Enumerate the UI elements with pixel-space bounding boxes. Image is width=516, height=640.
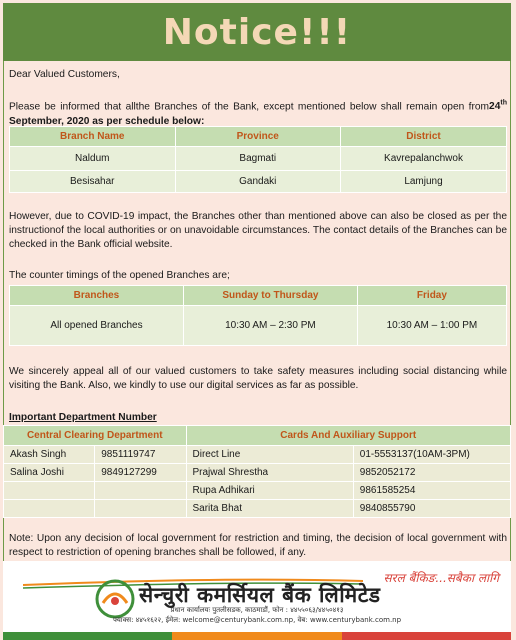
- contact-phone: 9840855790: [353, 500, 510, 518]
- table-row: [10, 147, 507, 171]
- contact-phone: 9849127299: [95, 464, 186, 482]
- branch-table: [9, 126, 507, 193]
- contact-phone: 9861585254: [353, 482, 510, 500]
- bank-contact: फ्याक्स: ४४५१६२२, ईमेल: welcome@centurybank.com.np, वेब: www.centurybank.com.np: [112, 616, 402, 624]
- intro-text: Please be informed that allthe Branches of the Bank, except mentioned below shall remain open from: [9, 101, 490, 113]
- table-cell: Naldum: [10, 147, 176, 171]
- table-cell: All opened Branches: [10, 306, 184, 346]
- footer-color-bars: [3, 632, 511, 640]
- timings-table-header: Sunday to Thursday: [183, 286, 357, 306]
- note-paragraph: Note: Upon any decision of local government for restriction and timing, the decision of local government with respect to restriction of opening branches shall be followed, if any.: [9, 533, 507, 559]
- contact-name: Salina Joshi: [4, 464, 95, 482]
- timings-intro: The counter timings of the opened Branches are;: [9, 270, 230, 281]
- table-row: [4, 500, 511, 518]
- bank-name: सेन्चुरी कमर्सियल बैंक लिमिटेड: [139, 583, 381, 607]
- intro-date: 24th September, 2020 as per schedule below:: [9, 100, 507, 127]
- contact-name: Akash Singh: [4, 446, 95, 464]
- appeal-paragraph: We sincerely appeal all of our valued customers to take safety measures including social distancing while visiting the Bank. Also, we kindly to use our digital services as far as possible.: [9, 366, 507, 392]
- table-cell: 10:30 AM – 2:30 PM: [183, 306, 357, 346]
- tagline: सरल बैंकिङ...सबैका लागि: [383, 571, 499, 585]
- contact-name: Sarita Bhat: [186, 500, 353, 518]
- intro-paragraph: [9, 97, 507, 129]
- table-cell: Lamjung: [341, 171, 507, 193]
- table-row: [10, 171, 507, 193]
- branch-table-header: Branch Name: [10, 127, 176, 147]
- contact-name: Rupa Adhikari: [186, 482, 353, 500]
- contact-phone: [95, 482, 186, 500]
- contact-phone: 9852052172: [353, 464, 510, 482]
- contact-name: Prajwal Shrestha: [186, 464, 353, 482]
- department-header-right: Cards And Auxiliary Support: [186, 426, 511, 446]
- timings-table-header: Friday: [357, 286, 506, 306]
- department-title: Important Department Number: [9, 412, 157, 423]
- notice-header: [3, 3, 511, 61]
- table-cell: 10:30 AM – 1:00 PM: [357, 306, 506, 346]
- department-table: [3, 425, 511, 518]
- contact-phone: 01-5553137(10AM-3PM): [353, 446, 510, 464]
- branch-table-header: Province: [175, 127, 341, 147]
- contact-name: [4, 500, 95, 518]
- green-bar: [3, 632, 172, 640]
- table-cell: Bagmati: [175, 147, 341, 171]
- table-row: [4, 446, 511, 464]
- contact-phone: [95, 500, 186, 518]
- contact-name: [4, 482, 95, 500]
- department-header-left: Central Clearing Department: [4, 426, 187, 446]
- table-cell: Besisahar: [10, 171, 176, 193]
- red-bar: [342, 632, 511, 640]
- notice-title: Notice!!!: [162, 11, 352, 53]
- covid-paragraph: However, due to COVID-19 impact, the Branches other than mentioned above can also be closed as per the instructionof the local authorities or on unavoidable circumstances. The contact details of the Branches can be checked in the Bank official website.: [9, 211, 507, 251]
- table-row: [4, 482, 511, 500]
- table-row: [10, 306, 507, 346]
- orange-bar: [172, 632, 341, 640]
- bank-footer: [3, 561, 511, 640]
- greeting: Dear Valued Customers,: [9, 69, 120, 80]
- timings-table: [9, 285, 507, 346]
- branch-table-header: District: [341, 127, 507, 147]
- table-row: [4, 464, 511, 482]
- timings-table-header: Branches: [10, 286, 184, 306]
- bank-address: प्रधान कार्यालयः पुतलीसडक, काठमाडौं, फोन : ४४५५०६३/४४५०४१३: [170, 606, 344, 614]
- contact-name: Direct Line: [186, 446, 353, 464]
- contact-phone: 9851119747: [95, 446, 186, 464]
- table-cell: Gandaki: [175, 171, 341, 193]
- table-cell: Kavrepalanchwok: [341, 147, 507, 171]
